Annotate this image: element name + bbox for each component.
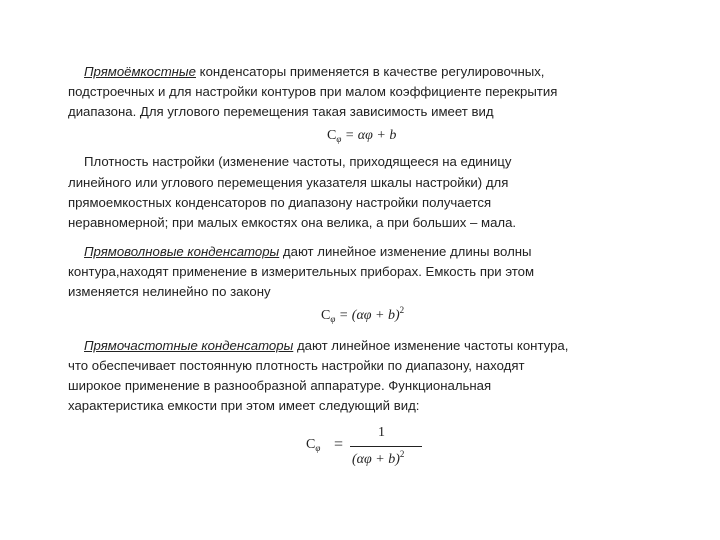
- p4-line1: Прямочастотные конденсаторы дают линейное изменение частоты контура,: [84, 338, 569, 353]
- term-direct-frequency: Прямочастотные конденсаторы: [84, 338, 294, 353]
- term-direct-capacitance: Прямоёмкостные: [84, 64, 196, 79]
- p2-line2: линейного или углового перемещения указателя шкалы настройки) для: [68, 175, 509, 190]
- p3-line3: изменяется нелинейно по закону: [68, 284, 271, 299]
- p4-line4: характеристика емкости при этом имеет следующий вид:: [68, 398, 420, 413]
- p1-line2: подстроечных и для настройки контуров при малом коэффициенте перекрытия: [68, 84, 558, 99]
- p4-line2: что обеспечивает постоянную плотность настройки по диапазону, находят: [68, 358, 525, 373]
- formula-linear-capacitance: $С_\varphi = \alpha\varphi + b$: [327, 128, 397, 144]
- p2-line4: неравномерной; при малых емкостях она велика, а при больших – мала.: [68, 215, 517, 230]
- p3-line1: Прямоволновые конденсаторы дают линейное изменение длины волны: [84, 244, 532, 259]
- p2-line3: прямоемкостных конденсаторов по диапазону настройки получается: [68, 195, 492, 210]
- p3-line2: контура,находят применение в измерительных приборах. Емкость при этом: [68, 264, 535, 279]
- p4-line3: широкое применение в разнообразной аппаратуре. Функциональная: [68, 378, 492, 393]
- formula-inverse-square-capacitance: $С_\varphi$ = 1 $(\alpha\varphi + b)^2$: [306, 425, 426, 471]
- p1-line1: Прямоёмкостные конденсаторы применяется в качестве регулировочных,: [84, 64, 545, 79]
- formula-quadratic-capacitance: $С_\varphi = (\alpha\varphi + b)^2$: [321, 305, 405, 324]
- p2-line1: Плотность настройки (изменение частоты, приходящееся на единицу: [84, 154, 512, 169]
- fraction-bar: [350, 446, 422, 447]
- term-direct-wavelength: Прямоволновые конденсаторы: [84, 244, 280, 259]
- p1-line3: диапазона. Для углового перемещения такая зависимость имеет вид: [68, 104, 494, 119]
